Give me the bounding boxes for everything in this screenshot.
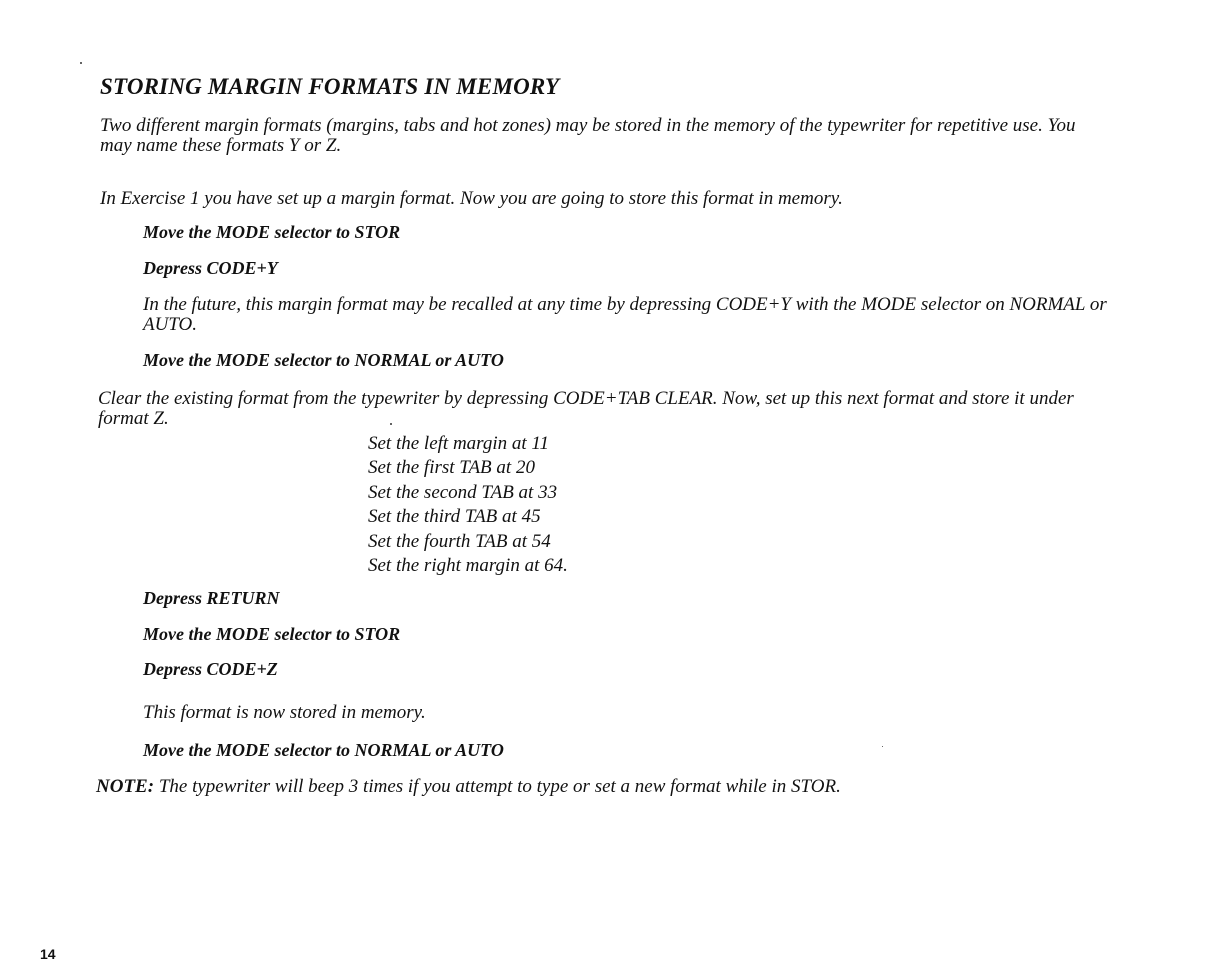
- setting-line: Set the third TAB at 45: [368, 506, 541, 528]
- exercise-paragraph: In Exercise 1 you have set up a margin format. Now you are going to store this format in memory.: [100, 188, 843, 209]
- instruction-move-to-normal-2: Move the MODE selector to NORMAL or AUTO: [143, 740, 504, 760]
- stored-confirmation: This format is now stored in memory.: [143, 702, 426, 723]
- scan-speck: [80, 62, 82, 64]
- setting-line: Set the second TAB at 33: [368, 481, 558, 503]
- future-recall-note: In the future, this margin format may be recalled at any time by depressing CODE+Y with the MODE selector on NORMAL or AUTO.: [143, 294, 1107, 335]
- instruction-depress-code-z: Depress CODE+Z: [143, 659, 278, 679]
- instruction-depress-return: Depress RETURN: [143, 588, 280, 608]
- scan-speck: [390, 423, 392, 425]
- format-settings-list: [368, 432, 568, 578]
- note-paragraph: [96, 776, 841, 798]
- setting-line: Set the first TAB at 20: [368, 457, 535, 479]
- instruction-depress-code-y: Depress CODE+Y: [143, 258, 278, 278]
- note-label: NOTE:: [96, 776, 155, 797]
- setting-line: Set the right margin at 64.: [368, 555, 568, 577]
- intro-paragraph: Two different margin formats (margins, tabs and hot zones) may be stored in the memory of the typewriter for repetitive use. You may name these formats Y or Z.: [100, 115, 1076, 156]
- note-text: The typewriter will beep 3 times if you attempt to type or set a new format while in STOR.: [158, 776, 841, 797]
- scan-speck: [882, 746, 883, 747]
- clear-format-paragraph: Clear the existing format from the typewriter by depressing CODE+TAB CLEAR. Now, set up this next format and store it under format Z.: [98, 388, 1074, 429]
- setting-line: Set the left margin at 11: [368, 433, 550, 454]
- instruction-move-to-stor-1: Move the MODE selector to STOR: [143, 222, 401, 242]
- section-title: STORING MARGIN FORMATS IN MEMORY: [100, 74, 560, 99]
- page-number: 14: [40, 946, 56, 962]
- instruction-move-to-normal-1: Move the MODE selector to NORMAL or AUTO: [143, 350, 504, 370]
- setting-line: Set the fourth TAB at 54: [368, 530, 551, 552]
- instruction-move-to-stor-2: Move the MODE selector to STOR: [143, 624, 401, 644]
